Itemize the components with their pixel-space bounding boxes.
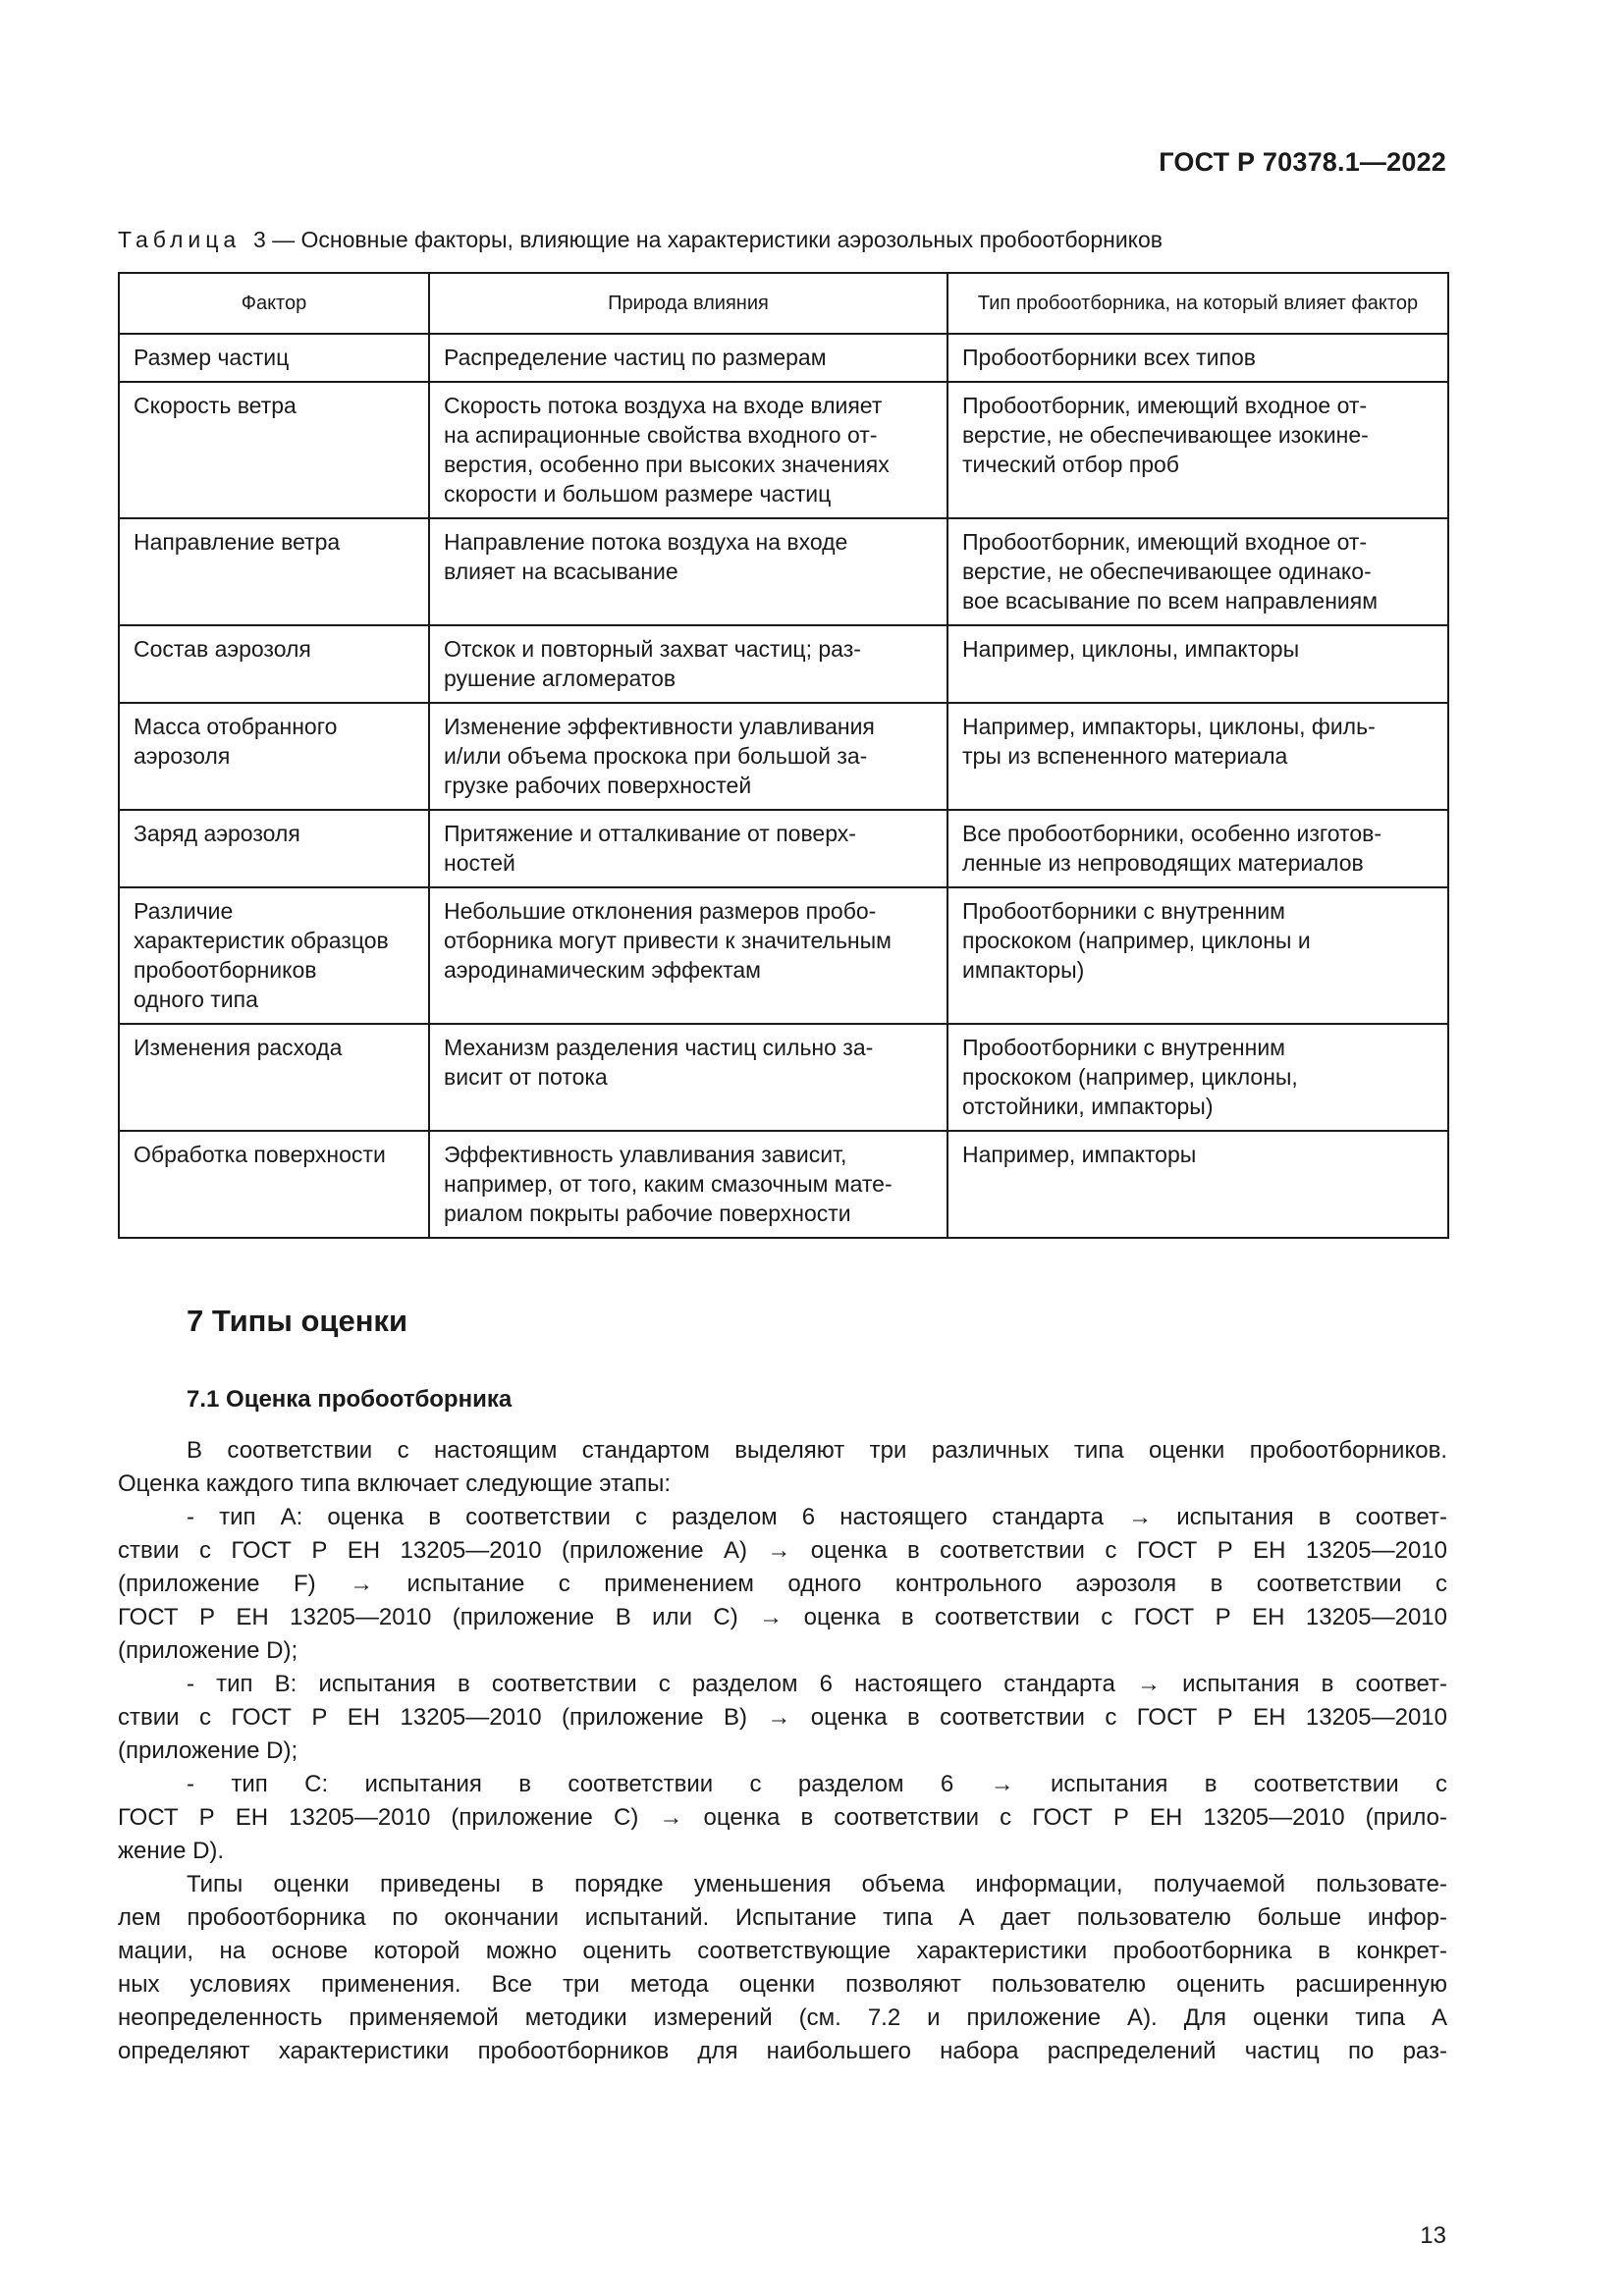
table-row [119,518,1448,625]
cell-factor [119,625,429,703]
cell-text-line: Изменение эффективности улавливания [444,714,875,739]
cell-text-line: Скорость потока воздуха на входе влияет [444,393,883,418]
factors-table [118,272,1449,1239]
cell-nature [429,703,947,810]
cell-text-line: Распределение частиц по размерам [444,345,827,370]
cell-text-line: аэродинамическим эффектам [444,957,761,983]
paragraph-line: мации, на основе которой можно оценить соответствующие характеристики пробоотборника в конкрет- [118,1938,1447,1964]
cell-text-line: и/или объема проскока при большой за- [444,743,868,769]
cell-sampler-type [947,518,1448,625]
cell-text-line: тический отбор проб [962,452,1179,477]
cell-sampler-type [947,887,1448,1024]
cell-text-line: Небольшие отклонения размеров пробо- [444,898,877,924]
paragraph-line: (приложение D); [118,1737,298,1764]
cell-text-line: риалом покрыты рабочие поверхности [444,1201,851,1226]
cell-text-line: Заряд аэрозоля [134,821,300,846]
cell-text-line: Механизм разделения частиц сильно за- [444,1035,874,1060]
table-caption-label: Таблица [118,227,242,252]
cell-text-line: например, от того, каким смазочным мате- [444,1171,893,1197]
cell-nature [429,518,947,625]
cell-text-line: ленные из непроводящих материалов [962,850,1364,876]
cell-sampler-type [947,382,1448,518]
cell-text-line: одного типа [134,987,258,1012]
cell-nature [429,1131,947,1238]
table-row [119,625,1448,703]
cell-text-line: Отскок и повторный захват частиц; раз- [444,636,861,662]
cell-nature [429,334,947,382]
cell-text-line: Эффективность улавливания зависит, [444,1142,847,1167]
paragraph-line: жение D). [118,1838,225,1864]
cell-text-line: на аспирационные свойства входного от- [444,422,878,448]
cell-text-line: Изменения расхода [134,1035,343,1060]
table-row [119,1131,1448,1238]
paragraph-line: Оценка каждого типа включает следующие этапы: [118,1470,671,1497]
cell-factor [119,887,429,1024]
paragraph-line: - тип В: испытания в соответствии с разделом 6 настоящего стандарта → испытания в соответ- [187,1671,1447,1697]
cell-text-line: Например, импакторы, циклоны, филь- [962,714,1376,739]
cell-text-line: грузке рабочих поверхностей [444,773,752,798]
cell-text-line: отборника могут привести к значительным [444,928,892,953]
paragraph-line: - тип С: испытания в соответствии с разделом 6 → испытания в соответствии с [187,1771,1447,1797]
cell-text-line: проскоком (например, циклоны и [962,928,1311,953]
cell-factor [119,1024,429,1131]
cell-text-line: Все пробоотборники, особенно изготов- [962,821,1381,846]
cell-text-line: Притяжение и отталкивание от поверх- [444,821,856,846]
column-header-nature: Природа влияния [429,273,947,334]
subsection-title: 7.1 Оценка пробоотборника [187,1386,513,1413]
table-caption-number: 3 [252,227,266,252]
cell-text-line: висит от потока [444,1064,608,1090]
cell-factor [119,703,429,810]
cell-text-line: Пробоотборники с внутренним [962,1035,1285,1060]
table-row [119,382,1448,518]
cell-text-line: Размер частиц [134,345,290,370]
paragraph-line: ГОСТ Р ЕН 13205—2010 (приложение В или С) → оценка в соответствии с ГОСТ Р ЕН 13205—2010 [118,1604,1447,1630]
cell-factor [119,810,429,887]
cell-text-line: рушение агломератов [444,666,677,691]
table-caption [118,227,1163,253]
cell-text-line: Пробоотборник, имеющий входное от- [962,393,1368,418]
cell-sampler-type [947,625,1448,703]
paragraph-line: ствии с ГОСТ Р ЕН 13205—2010 (приложение A) → оценка в соответствии с ГОСТ Р ЕН 13205—2010 [118,1537,1447,1564]
cell-factor [119,1131,429,1238]
cell-nature [429,382,947,518]
cell-text-line: Направление ветра [134,529,341,555]
cell-text-line: верстие, не обеспечивающее изокине- [962,422,1369,448]
cell-sampler-type [947,1024,1448,1131]
cell-nature [429,625,947,703]
cell-factor [119,518,429,625]
paragraph-line: Типы оценки приведены в порядке уменьшения объема информации, получаемой пользовате- [187,1871,1447,1897]
cell-text-line: верстие, не обеспечивающее одинако- [962,559,1372,584]
table-row [119,703,1448,810]
cell-text-line: Обработка поверхности [134,1142,386,1167]
cell-text-line: Пробоотборники с внутренним [962,898,1285,924]
paragraph-line: - тип А: оценка в соответствии с разделом 6 настоящего стандарта → испытания в соответ- [187,1504,1447,1530]
table-row [119,810,1448,887]
paragraph-line: ных условиях применения. Все три метода оценки позволяют пользователю оценить расширенную [118,1971,1447,1998]
table-row [119,887,1448,1024]
cell-text-line: Пробоотборник, имеющий входное от- [962,529,1368,555]
table-caption-title: — Основные факторы, влияющие на характеристики аэрозольных пробоотборников [265,227,1164,252]
table-row [119,1024,1448,1131]
cell-text-line: скорости и большом размере частиц [444,481,832,507]
paragraph-line: неопределенность применяемой методики измерений (см. 7.2 и приложение А). Для оценки типа А [118,2004,1447,2031]
cell-text-line: вое всасывание по всем направлениям [962,588,1379,614]
cell-nature [429,810,947,887]
cell-nature [429,1024,947,1131]
cell-nature [429,887,947,1024]
cell-text-line: проскоком (например, циклоны, [962,1064,1298,1090]
paragraph-line: ГОСТ Р ЕН 13205—2010 (приложение С) → оценка в соответствии с ГОСТ Р ЕН 13205—2010 (прило- [118,1804,1447,1831]
cell-text-line: Например, циклоны, импакторы [962,636,1300,662]
cell-text-line: аэрозоля [134,743,231,769]
cell-text-line: Например, импакторы [962,1142,1197,1167]
paragraph-line: ствии с ГОСТ Р ЕН 13205—2010 (приложение В) → оценка в соответствии с ГОСТ Р ЕН 13205—2010 [118,1704,1447,1731]
cell-text-line: Пробоотборники всех типов [962,345,1256,370]
cell-text-line: Направление потока воздуха на входе [444,529,848,555]
cell-text-line: ностей [444,850,515,876]
cell-factor [119,334,429,382]
cell-sampler-type [947,703,1448,810]
section-body [118,1434,1447,2068]
paragraph-line: (приложение F) → испытание с применением одного контрольного аэрозоля в соответствии с [118,1571,1447,1597]
cell-text-line: Масса отобранного [134,714,338,739]
cell-sampler-type [947,1131,1448,1238]
document-header: ГОСТ Р 70378.1—2022 [1159,147,1446,177]
paragraph-line: (приложение D); [118,1637,298,1664]
cell-text-line: тры из вспененного материала [962,743,1288,769]
table-header-row [119,273,1448,334]
cell-text-line: Различие [134,898,234,924]
column-header-sampler-type: Тип пробоотборника, на который влияет фактор [947,273,1448,334]
cell-text-line: Скорость ветра [134,393,297,418]
cell-text-line: Состав аэрозоля [134,636,311,662]
paragraph-line: В соответствии с настоящим стандартом выделяют три различных типа оценки пробоотборников. [187,1437,1447,1464]
cell-sampler-type [947,334,1448,382]
page-number: 13 [1420,2222,1446,2249]
cell-text-line: отстойники, импакторы) [962,1094,1214,1119]
cell-text-line: импакторы) [962,957,1085,983]
cell-factor [119,382,429,518]
cell-text-line: верстия, особенно при высоких значениях [444,452,890,477]
paragraph-line: лем пробоотборника по окончании испытаний. Испытание типа А дает пользователю больше инфор- [118,1904,1447,1931]
cell-sampler-type [947,810,1448,887]
paragraph-line: определяют характеристики пробоотборников для наибольшего набора распределений частиц по раз- [118,2038,1447,2064]
table-row [119,334,1448,382]
cell-text-line: влияет на всасывание [444,559,678,584]
cell-text-line: пробоотборников [134,957,317,983]
cell-text-line: характеристик образцов [134,928,389,953]
section-title: 7 Типы оценки [187,1304,408,1338]
column-header-factor: Фактор [119,273,429,334]
